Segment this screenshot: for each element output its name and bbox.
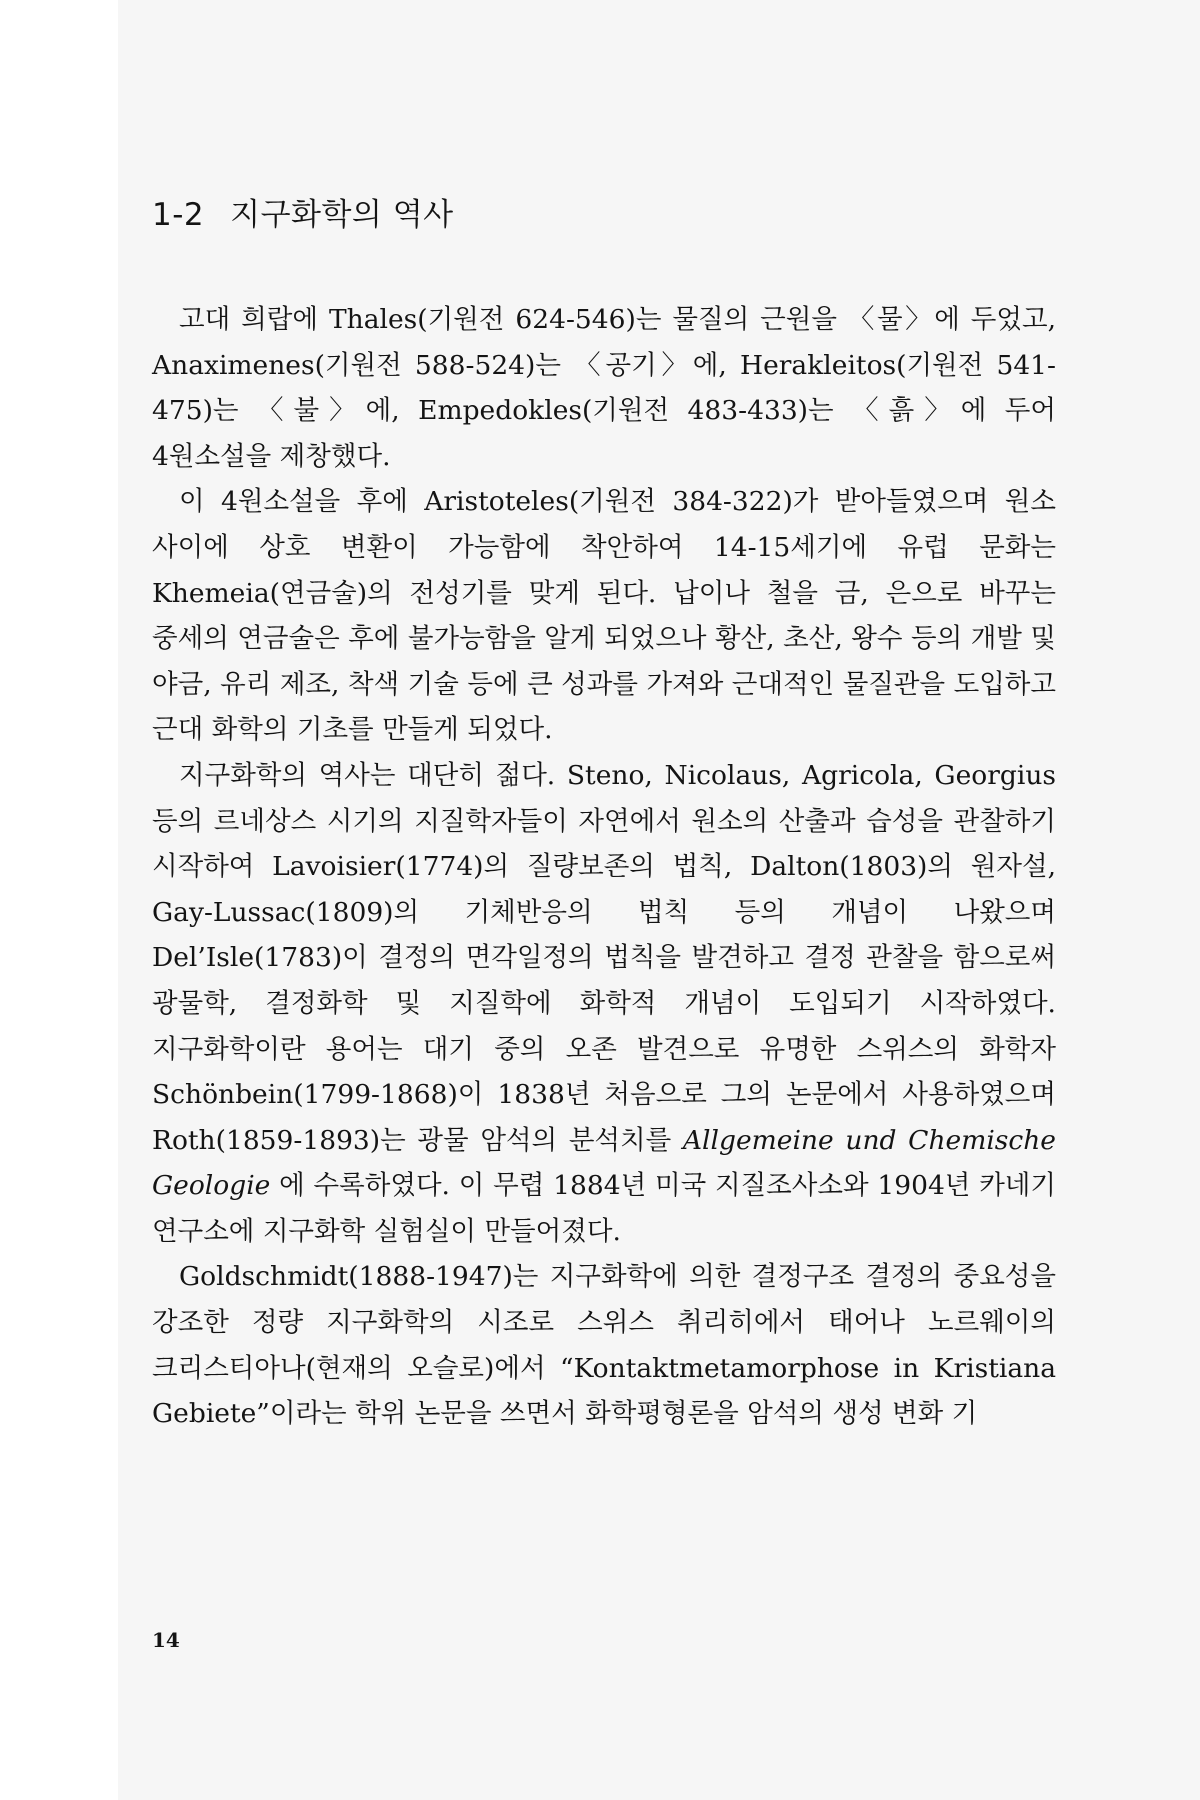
paragraph-goldschmidt: Goldschmidt(1888-1947)는 지구화학에 의한 결정구조 결정의 중요성을 강조한 정량 지구화학의 시조로 스위스 취리히에서 태어나 노르웨이의 크리스티아나(현재의 오슬로)에서 “Kontaktmetamorphose in Kristiana Gebiete”이라는 학위 논문을 쓰면서 화학평형론을 암석의 생성 변화 기 xyxy=(152,1261,1056,1430)
paragraph-geochemistry-history-part1: 지구화학의 역사는 대단히 젊다. Steno, Nicolaus, Agricola, Georgius 등의 르네상스 시기의 지질학자들이 자연에서 원소의 산출과 습성을 관찰하기 시작하여 Lavoisier(1774)의 질량보존의 법칙, Dalton(1803)의 원자설, Gay-Lussac(1809)의 기체반응의 법칙 등의 개념이 나왔으며 Del’Isle(1783)이 결정의 면각일정의 법칙을 발견하고 결정 관찰을 함으로써 광물학, 결정화학 및 지질학에 화학적 개념이 도입되기 시작하였다. 지구화학이란 용어는 대기 중의 오존 발견으로 유명한 스위스의 화학자 Schönbein(1799-1868)이 1838년 처음으로 그의 논문에서 사용하였으며 Roth(1859-1893)는 광물 암석의 분석치를 xyxy=(152,759,1056,1156)
section-title: 지구화학의 역사 xyxy=(230,197,454,233)
body-text-block xyxy=(152,195,1056,1437)
paragraph-alchemy: 이 4원소설을 후에 Aristoteles(기원전 384-322)가 받아들였으며 원소 사이에 상호 변환이 가능함에 착안하여 14-15세기에 유럽 문화는 Khemeia(연금술)의 전성기를 맞게 된다. 납이나 철을 금, 은으로 바꾸는 중세의 연금술은 후에 불가능함을 알게 되었으나 황산, 초산, 왕수 등의 개발 및 야금, 유리 제조, 착색 기술 등에 큰 성과를 가져와 근대적인 물질관을 도입하고 근대 화학의 기초를 만들게 되었다. xyxy=(152,486,1056,746)
section-heading xyxy=(152,195,1056,235)
paragraph-geochemistry-history-part2: 에 수록하였다. 이 무렵 1884년 미국 지질조사소와 1904년 카네기 연구소에 지구화학 실험실이 만들어졌다. xyxy=(152,1170,1056,1247)
section-number: 1-2 xyxy=(152,197,205,233)
paragraph-greek-elements: 고대 희랍에 Thales(기원전 624-546)는 물질의 근원을 〈물〉에 두었고, Anaximenes(기원전 588-524)는 〈공기〉에, Herakleitos(기원전 541-475)는 〈불〉에, Empedokles(기원전 483-433)는 〈흙〉에 두어 4원소설을 제창했다. xyxy=(152,304,1056,472)
page-number: 14 xyxy=(152,1628,180,1652)
paragraph-geochemistry-history xyxy=(152,753,1056,1255)
book-title-italic: Allgemeine und Chemische Geologie xyxy=(152,1124,1056,1202)
